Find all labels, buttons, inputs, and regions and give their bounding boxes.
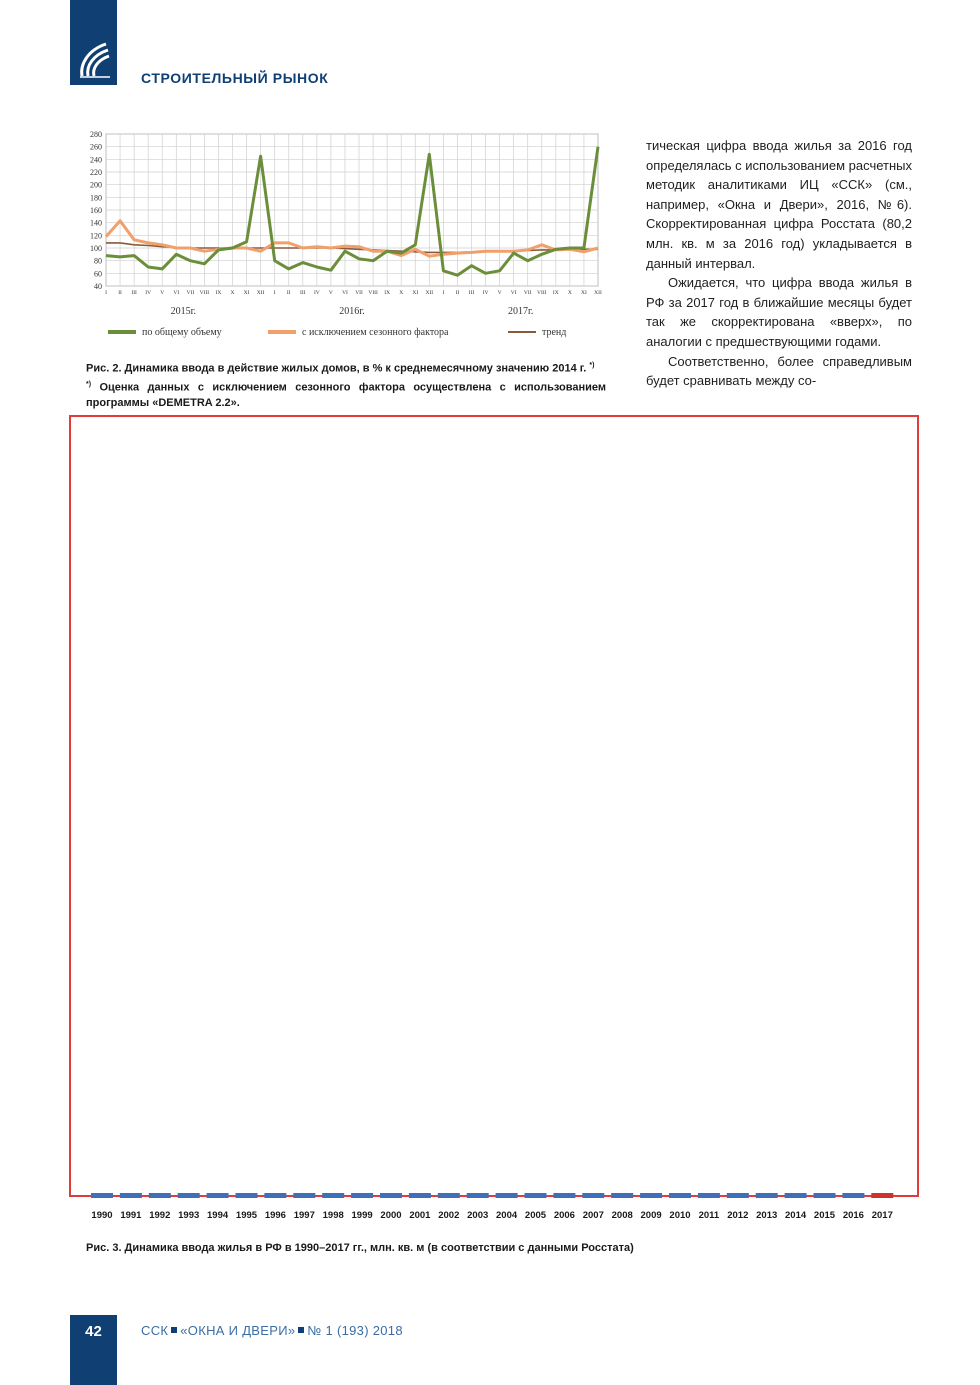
y-tick-label: 140 (90, 218, 102, 228)
x-tick-label: 1993 (178, 1210, 200, 1221)
y-tick-label: 180 (90, 193, 102, 203)
footer-issue: № 1 (193) 2018 (307, 1323, 403, 1338)
bar-2002 (438, 1193, 460, 1198)
x-tick-label: 2017 (871, 1210, 893, 1221)
y-tick-label: 200 (90, 180, 102, 190)
figure-2-caption-mark: *) (589, 362, 595, 369)
y-tick-label: 40 (94, 282, 102, 291)
bar-1992 (149, 1193, 171, 1198)
x-tick-label: XI (243, 290, 250, 296)
x-tick-label: III (468, 290, 475, 296)
figure-2-chart-svg (78, 128, 618, 348)
figure-3-caption: Рис. 3. Динамика ввода жилья в РФ в 1990–2017 гг., млн. кв. м (в соответствии с данными Росстата) (86, 1242, 634, 1254)
footer-separator-icon (171, 1327, 177, 1333)
bar-1991 (120, 1193, 142, 1198)
footer-magazine-title: «ОКНА И ДВЕРИ» (180, 1323, 296, 1338)
x-tick-label: 2005 (524, 1210, 547, 1221)
bar-2009 (640, 1193, 662, 1198)
figure-3-bar-chart (86, 1193, 906, 1225)
y-tick-label: 220 (90, 168, 102, 177)
x-tick-label: 2011 (698, 1210, 720, 1221)
article-paragraph-2: Ожидается, что цифра ввода жилья в РФ за 2017 год в ближайшие месяцы будет так же скорректирована «вверх», по аналогии с предшествующими годами. (646, 275, 912, 349)
bar-2012 (727, 1193, 749, 1198)
footer-publisher: ССК (141, 1323, 169, 1338)
x-tick-label: I (273, 290, 276, 296)
x-tick-label: 2006 (553, 1210, 575, 1221)
x-tick-label: X (399, 290, 404, 296)
x-tick-label: 2016 (842, 1210, 864, 1221)
x-tick-label: III (131, 290, 137, 296)
bar-2000 (380, 1193, 402, 1198)
x-tick-label: X (567, 290, 572, 296)
x-tick-label: 2003 (467, 1210, 489, 1221)
bar-2010 (669, 1193, 691, 1198)
x-tick-label: 1998 (322, 1210, 344, 1221)
legend-label: тренд (542, 327, 567, 338)
x-tick-label: V (497, 290, 502, 296)
figure-2-caption-note: Оценка данных с исключением сезонного фактора осуществлена с использованием программы «DEMETRA 2.2». (86, 381, 606, 410)
x-tick-label: II (118, 290, 122, 296)
bar-2001 (409, 1193, 431, 1198)
x-tick-label: 1996 (264, 1210, 286, 1221)
x-tick-label: V (160, 290, 165, 296)
x-tick-label: IX (215, 290, 222, 296)
x-tick-label: 2008 (611, 1210, 633, 1221)
bar-2005 (525, 1193, 547, 1198)
x-tick-label: 1997 (293, 1210, 315, 1221)
x-tick-label: XII (256, 290, 265, 296)
y-tick-label: 160 (90, 206, 102, 215)
y-tick-label: 260 (90, 142, 102, 152)
x-tick-label: II (455, 290, 460, 296)
x-tick-label: 2009 (640, 1210, 662, 1221)
year-label: 2016г. (339, 306, 365, 317)
bar-1996 (264, 1193, 286, 1198)
x-tick-label: XI (412, 290, 419, 296)
bar-2016 (842, 1193, 864, 1198)
x-tick-label: 1991 (120, 1210, 142, 1221)
bar-2011 (698, 1193, 720, 1198)
x-tick-label: 1999 (351, 1210, 373, 1221)
x-tick-label: 1992 (149, 1210, 171, 1221)
page-number: 42 (85, 1323, 102, 1340)
x-tick-label: 1994 (207, 1210, 229, 1221)
y-tick-label: 240 (90, 155, 102, 165)
bar-1998 (322, 1193, 344, 1198)
bar-1995 (236, 1193, 258, 1198)
section-title: СТРОИТЕЛЬНЫЙ РЫНОК (141, 70, 329, 86)
blank-highlight-frame (69, 415, 919, 1197)
magazine-logo-icon (76, 40, 112, 80)
x-tick-label: VII (186, 290, 195, 296)
x-tick-label: 2007 (582, 1210, 604, 1221)
x-tick-label: I (105, 290, 107, 296)
bar-1994 (207, 1193, 229, 1198)
article-paragraph-3: Соответственно, более справедливым будет сравнивать между со- (646, 353, 912, 389)
x-tick-label: 1995 (235, 1210, 258, 1221)
x-tick-label: 2001 (409, 1210, 431, 1221)
x-tick-label: VII (355, 290, 363, 296)
x-tick-label: III (300, 290, 306, 296)
x-tick-label: IX (384, 290, 391, 296)
bar-2015 (814, 1193, 836, 1198)
bar-1999 (351, 1193, 373, 1198)
footer-separator-icon (298, 1327, 304, 1333)
bar-1997 (293, 1193, 315, 1198)
x-tick-label: IV (482, 290, 489, 296)
bar-2006 (553, 1193, 575, 1198)
page-number-box (70, 1315, 117, 1385)
figure-2-caption (86, 358, 606, 411)
x-tick-label: VI (173, 290, 180, 296)
x-tick-label: IV (313, 290, 320, 296)
figure-2-line-chart (78, 128, 618, 348)
bar-2017 (871, 1193, 893, 1198)
x-tick-label: XI (581, 290, 587, 296)
x-tick-label: VI (342, 290, 348, 296)
figure-2-caption-main: Рис. 2. Динамика ввода в действие жилых домов, в % к среднемесячному значению 2014 г. (86, 362, 587, 375)
x-tick-label: 2015 (813, 1210, 836, 1221)
x-tick-label: 2002 (438, 1210, 460, 1221)
year-label: 2017г. (507, 306, 534, 317)
x-tick-label: I (442, 290, 445, 296)
legend-label: по общему объему (142, 327, 222, 338)
x-tick-label: XII (425, 290, 434, 296)
x-tick-label: 2013 (756, 1210, 778, 1221)
x-tick-label: VIII (368, 290, 378, 296)
bar-1990 (91, 1193, 113, 1198)
x-tick-label: IV (145, 290, 152, 296)
bar-2013 (756, 1193, 778, 1198)
x-tick-label: 2004 (496, 1210, 518, 1221)
x-tick-label: 2014 (785, 1210, 807, 1221)
year-label: 2015г. (170, 306, 197, 317)
x-tick-label: VII (523, 290, 532, 296)
y-tick-label: 80 (94, 256, 102, 266)
bar-2004 (496, 1193, 518, 1198)
y-tick-label: 120 (90, 231, 102, 241)
x-tick-label: V (328, 290, 333, 296)
bar-1993 (178, 1193, 200, 1198)
x-tick-label: 2000 (380, 1210, 402, 1221)
x-tick-label: IX (552, 290, 559, 296)
y-tick-label: 60 (94, 269, 102, 279)
x-tick-label: 2010 (669, 1210, 691, 1221)
figure-2-note-mark: *) (86, 380, 92, 388)
bar-2003 (467, 1193, 489, 1198)
x-tick-label: VIII (537, 290, 547, 296)
legend-label: с исключением сезонного фактора (302, 327, 449, 338)
footer-magazine-info (141, 1323, 403, 1338)
bar-2008 (611, 1193, 633, 1198)
article-text-column (646, 136, 912, 391)
article-paragraph-1: тическая цифра ввода жилья за 2016 год определялась с использованием расчетных методик аналитиками ИЦ «ССК» (см., например, «Окна и Двери», 2016, №6). Скорректированная цифра Росстата (80,2 млн. кв. м за 2016 год) укладывается в данный интервал. (646, 138, 912, 271)
x-tick-label: XII (594, 290, 602, 296)
figure-3-chart-svg (86, 1193, 906, 1225)
y-tick-label: 100 (90, 244, 102, 253)
x-tick-label: VIII (199, 290, 210, 296)
bar-2007 (582, 1193, 604, 1198)
x-tick-label: X (230, 290, 235, 296)
x-tick-label: VI (510, 290, 517, 296)
y-tick-label: 280 (90, 130, 102, 139)
x-tick-label: II (286, 290, 291, 296)
x-tick-label: 1990 (91, 1210, 113, 1221)
x-tick-label: 2012 (727, 1210, 749, 1221)
bar-2014 (785, 1193, 807, 1198)
